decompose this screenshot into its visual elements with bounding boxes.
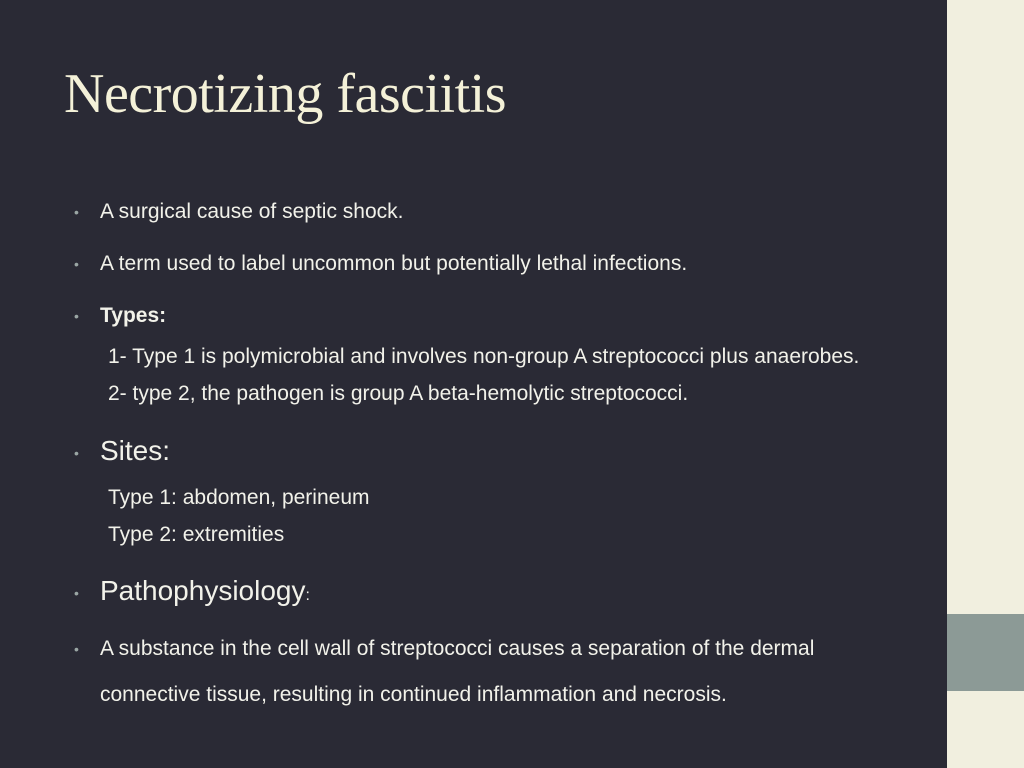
slide-title: Necrotizing fasciitis <box>64 63 507 125</box>
bullet-text-continuation: connective tissue, resulting in continued inflammation and necrosis. <box>100 683 727 706</box>
bullet-icon: • <box>74 308 79 324</box>
sites-line: Type 1: abdomen, perineum <box>108 486 370 509</box>
types-line: 1- Type 1 is polymicrobial and involves non-group A streptococci plus anaerobes. <box>108 345 860 368</box>
bullet-icon: • <box>74 445 79 461</box>
sites-line: Type 2: extremities <box>108 523 285 546</box>
types-line: 2- type 2, the pathogen is group A beta-hemolytic streptococci. <box>108 382 689 405</box>
bullet-text-types: Types: <box>100 304 167 327</box>
sidebar-decoration <box>947 0 1024 614</box>
bullet-icon: • <box>74 256 79 272</box>
bullet-text-pathophysiology <box>100 575 310 607</box>
bullet-text: A surgical cause of septic shock. <box>100 200 404 223</box>
bullet-icon: • <box>74 641 79 657</box>
sidebar-accent-block <box>947 614 1024 691</box>
pathophysiology-colon: : <box>305 587 310 604</box>
bullet-icon: • <box>74 204 79 220</box>
pathophysiology-label: Pathophysiology <box>100 575 306 606</box>
sidebar-decoration <box>947 691 1024 768</box>
bullet-text-sites: Sites: <box>100 435 171 466</box>
bullet-text: A substance in the cell wall of streptococci causes a separation of the dermal <box>100 637 815 660</box>
bullet-icon: • <box>74 585 79 601</box>
bullet-text: A term used to label uncommon but potentially lethal infections. <box>100 252 688 275</box>
